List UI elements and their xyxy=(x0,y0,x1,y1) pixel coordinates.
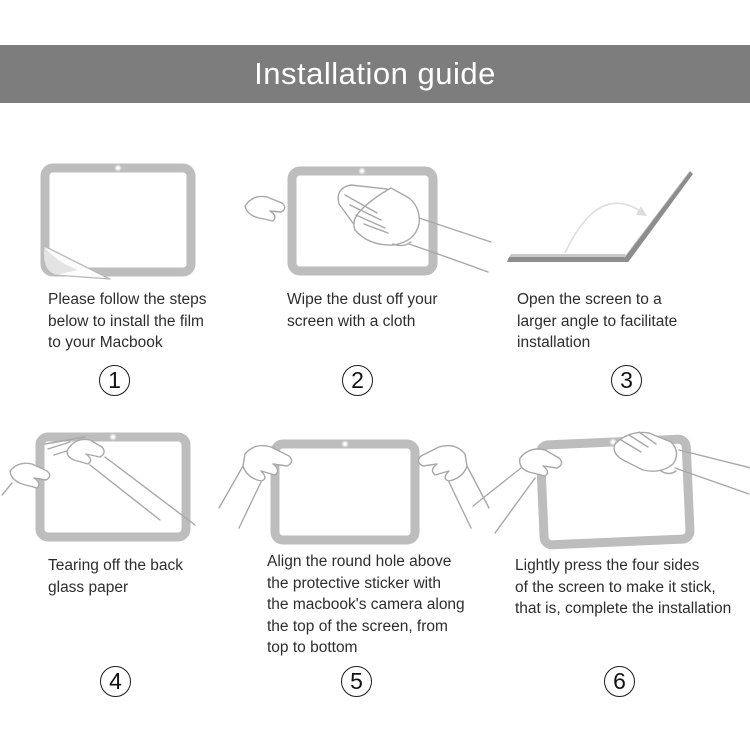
step5-number-badge xyxy=(341,666,372,697)
step6-caption xyxy=(515,555,731,620)
step3-number-badge xyxy=(611,365,642,396)
caption-line: below to install the film xyxy=(48,312,204,330)
banner-title: Installation guide xyxy=(254,56,496,91)
caption-line: larger angle to facilitate xyxy=(517,312,678,330)
camera-dot-icon xyxy=(110,434,115,439)
caption-line: Please follow the steps xyxy=(48,291,207,308)
camera-dot-icon xyxy=(359,168,364,173)
caption-line: glass paper xyxy=(48,578,129,596)
caption-line: the macbook's camera along xyxy=(267,596,465,613)
step2-number-badge xyxy=(342,365,373,396)
arm-line xyxy=(495,478,535,533)
caption-line: of the screen to make it stick, xyxy=(515,578,716,596)
caption-line: Wipe the dust off your xyxy=(287,291,438,308)
arm-line xyxy=(449,482,471,528)
step-number: 1 xyxy=(108,367,121,393)
laptop-base xyxy=(507,257,629,262)
step4-caption xyxy=(48,555,183,598)
caption-line: the protective sticker with xyxy=(267,574,442,592)
step5-caption xyxy=(267,551,465,659)
step4-tear-backing-illustration xyxy=(10,425,250,560)
step-number: 5 xyxy=(350,668,363,694)
caption-line: Open the screen to a xyxy=(517,291,662,308)
step-number: 2 xyxy=(351,367,364,393)
right-hand-icon xyxy=(418,446,467,481)
step1-caption xyxy=(48,289,207,354)
step1-number-badge xyxy=(99,365,130,396)
arm-line xyxy=(239,482,261,528)
caption-line: top to bottom xyxy=(267,639,358,656)
step3-open-laptop-illustration xyxy=(495,155,745,285)
step6-number-badge xyxy=(604,666,635,697)
step1-film-peel-illustration xyxy=(20,158,230,288)
holding-hand-icon xyxy=(245,196,285,221)
step3-caption xyxy=(517,289,677,354)
step-number: 4 xyxy=(109,668,122,694)
caption-line: Lightly press the four sides xyxy=(515,557,700,574)
banner xyxy=(0,45,750,103)
caption-line: that is, complete the installation xyxy=(515,600,732,617)
camera-dot-icon xyxy=(342,441,347,446)
step5-align-film-illustration xyxy=(225,428,487,568)
caption-line: Tearing off the back xyxy=(48,557,183,574)
step2-caption xyxy=(287,289,438,332)
caption-line: Align the round hole above xyxy=(267,553,452,570)
step-number: 6 xyxy=(613,668,626,694)
caption-line: installation xyxy=(517,334,591,351)
open-direction-arrow-icon xyxy=(565,203,643,253)
camera-dot-icon xyxy=(115,165,120,170)
laptop-screen xyxy=(624,171,693,261)
step6-press-edges-illustration xyxy=(495,428,750,568)
caption-line: to your Macbook xyxy=(48,334,163,351)
step-number: 3 xyxy=(620,367,633,393)
step2-wipe-illustration xyxy=(245,158,495,288)
caption-line: screen with a cloth xyxy=(287,312,416,330)
caption-line: the top of the screen, from xyxy=(267,617,448,635)
step4-number-badge xyxy=(100,666,131,697)
